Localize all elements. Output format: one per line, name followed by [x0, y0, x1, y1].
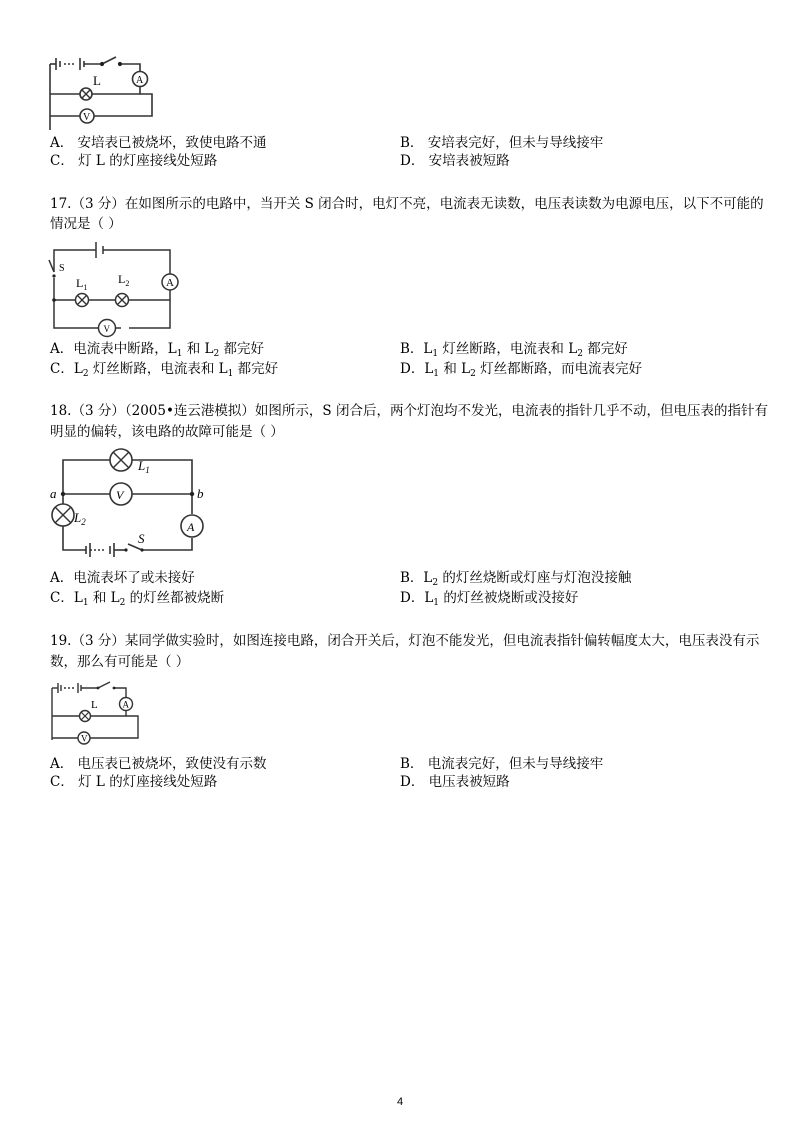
option-text: 电流表坏了或未接好 — [73, 570, 195, 586]
option-letter: A． — [50, 756, 74, 772]
q17-stem-line1: 17.（3 分）在如图所示的电路中，当开关 S 闭合时，电灯不亮，电流表无读数，电压表读数为电源电压，以下不可能的 — [50, 196, 764, 212]
q17-stem-line2: 情况是（ ） — [50, 216, 122, 232]
option-text: L — [73, 590, 83, 606]
option-text: 灯 L 的灯座接线处短路 — [78, 774, 218, 790]
subscript: 1 — [227, 369, 234, 379]
subscript: 2 — [432, 578, 439, 588]
q16-option-b — [400, 134, 603, 152]
q19-stem-line2: 数，那么有可能是（ ） — [50, 654, 190, 670]
option-text: 电压表被短路 — [428, 774, 510, 790]
q19-circuit-diagram — [46, 678, 146, 748]
subscript: 2 — [213, 349, 220, 359]
option-text: 和 L — [88, 590, 120, 606]
option-text: 和 L — [439, 361, 471, 377]
subscript: 1 — [433, 598, 440, 608]
q16-ammeter-label: A — [136, 75, 144, 86]
q19-option-b — [400, 755, 603, 773]
q17-option-c — [50, 360, 278, 378]
option-text: 都完好 — [233, 361, 279, 377]
option-letter: C． — [50, 153, 74, 169]
option-text: 都完好 — [582, 341, 628, 357]
option-letter: C． — [50, 590, 74, 606]
option-text: 灯 L 的灯座接线处短路 — [78, 153, 218, 169]
option-text: 安培表被短路 — [428, 153, 510, 169]
q18-node-a-label: a — [50, 486, 57, 501]
q19-ammeter-label: A — [122, 699, 129, 710]
option-letter: B． — [400, 341, 424, 357]
q19-stem-line1: 19.（3 分）某同学做实验时，如图连接电路，闭合开关后，灯泡不能发光，但电流表指针偏转幅度太大，电压表没有示 — [50, 633, 760, 649]
q18-ammeter-label: A — [187, 520, 195, 534]
q17-l1-label: $L_1$ — [76, 276, 88, 292]
q16-voltmeter-label: V — [83, 112, 91, 123]
q17-voltmeter — [95, 316, 119, 340]
q18-option-b — [400, 569, 631, 587]
q17-l2-label: $L_2$ — [118, 272, 130, 288]
option-text: 的灯丝都被烧断 — [125, 590, 225, 606]
q19-voltmeter-label: V — [81, 733, 88, 744]
option-letter: D． — [400, 153, 425, 169]
q18-switch-label: S — [138, 531, 145, 546]
option-text: 电压表已被烧坏，致使没有示数 — [77, 756, 267, 772]
subscript: 2 — [577, 349, 583, 359]
option-letter: B． — [400, 756, 424, 772]
q19-option-d — [400, 773, 510, 791]
option-text: L — [424, 361, 434, 377]
option-text: L — [423, 570, 433, 586]
option-letter: C． — [50, 774, 74, 790]
option-letter: B． — [400, 135, 424, 151]
option-text: 和 L — [182, 341, 214, 357]
option-text: 电流表完好，但未与导线接牢 — [427, 756, 604, 772]
option-text: 安培表已被烧坏，致使电路不通 — [77, 135, 267, 151]
subscript: 1 — [433, 369, 440, 379]
q19-option-c — [50, 773, 217, 791]
q17-ammeter-label: A — [166, 277, 174, 289]
q16-option-a — [50, 134, 267, 152]
subscript: 1 — [432, 349, 439, 359]
q18-voltmeter-label: V — [116, 488, 124, 502]
q18-stem-line1: 18.（3 分）（2005•连云港模拟）如图所示，S 闭合后，两个灯泡均不发光，电流表的指针几乎不动，但电压表的指针有 — [50, 403, 768, 419]
q18-option-a — [50, 569, 195, 587]
q19-option-a — [50, 755, 267, 773]
q18-node-b-label: b — [197, 486, 204, 501]
option-letter: D． — [400, 590, 425, 606]
option-text: 的灯丝烧断或灯座与灯泡没接触 — [438, 570, 632, 586]
q18-option-c — [50, 589, 224, 607]
q18-l2-label: $L_2$ — [74, 510, 86, 527]
subscript: 2 — [82, 369, 89, 379]
q18-option-d — [400, 589, 578, 607]
option-letter: A． — [50, 570, 74, 586]
q17-option-b — [400, 340, 628, 358]
subscript: 1 — [176, 349, 183, 359]
q17-voltmeter-label: V — [103, 324, 110, 334]
option-letter: B． — [400, 570, 424, 586]
q16-option-c — [50, 152, 217, 170]
option-text: 灯丝都断路，而电流表完好 — [475, 361, 643, 377]
option-text: L — [73, 361, 83, 377]
option-letter: D． — [400, 774, 425, 790]
option-letter: C． — [50, 361, 74, 377]
q17-option-a — [50, 340, 264, 358]
q18-circuit-diagram — [46, 448, 216, 562]
option-text: 安培表完好，但未与导线接牢 — [427, 135, 604, 151]
q17-switch-label: S — [59, 263, 65, 274]
option-text: 都完好 — [219, 341, 265, 357]
option-text: L — [423, 341, 433, 357]
q17-option-d — [400, 360, 642, 378]
subscript: 2 — [470, 369, 476, 379]
option-letter: A． — [50, 341, 74, 357]
option-letter: D． — [400, 361, 425, 377]
q16-option-d — [400, 152, 510, 170]
option-text: 电流表中断路，L — [73, 341, 177, 357]
q18-l1-label: $L_1$ — [138, 458, 150, 475]
q16-lamp-label: L — [93, 73, 101, 88]
subscript: 1 — [82, 598, 89, 608]
q16-circuit-diagram — [44, 52, 154, 130]
q18-stem-line2: 明显的偏转，该电路的故障可能是（ ） — [50, 424, 284, 440]
option-text: 灯丝断路，电流表和 L — [438, 341, 578, 357]
q19-lamp-label: L — [91, 699, 98, 711]
page-number: 4 — [396, 1096, 404, 1108]
option-text: L — [424, 590, 434, 606]
option-text: 灯丝断路，电流表和 L — [88, 361, 228, 377]
option-letter: A． — [50, 135, 74, 151]
option-text: 的灯丝被烧断或没接好 — [439, 590, 579, 606]
subscript: 2 — [119, 598, 126, 608]
